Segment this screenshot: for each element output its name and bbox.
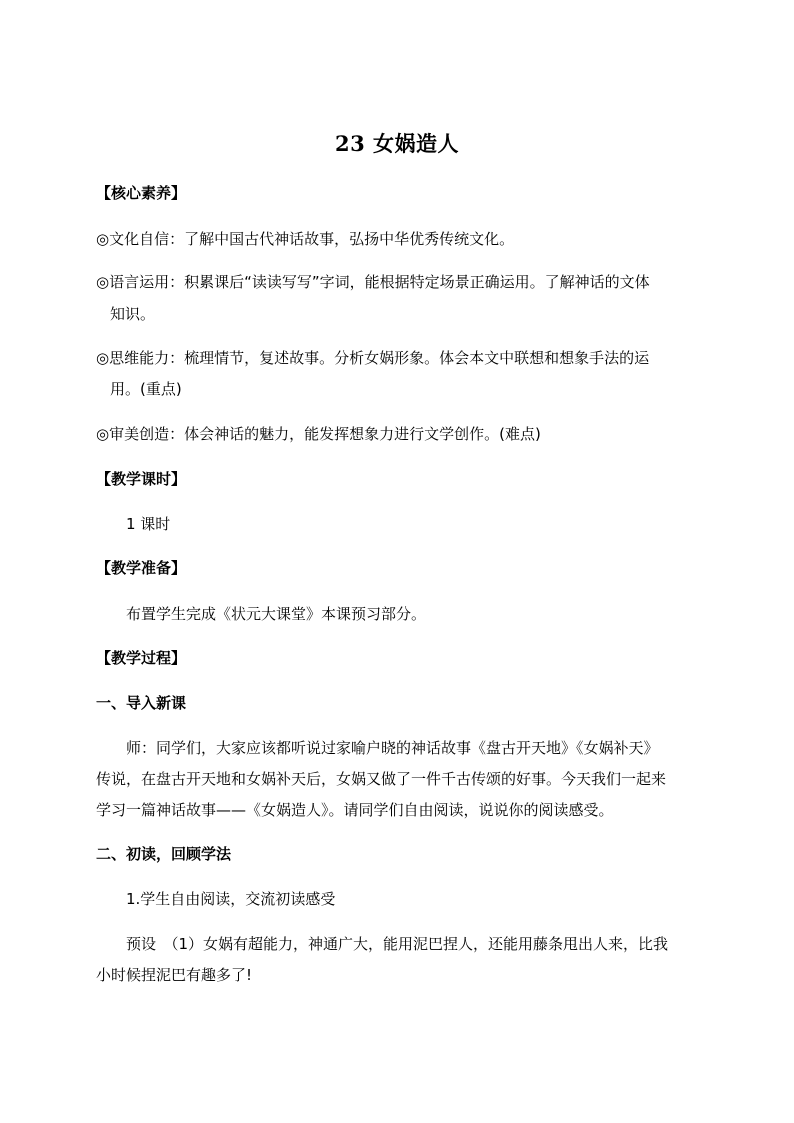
heading-core-literacy: 【核心素养】 [96,184,187,202]
intro-paragraph-line3: 学习一篇神话故事——《女娲造人》。请同学们自由阅读，说说你的阅读感受。 [96,801,614,819]
literacy-item-thinking-cont: 用。(重点) [110,380,182,398]
preparation-text: 布置学生完成《状元大课堂》本课预习部分。 [126,605,427,623]
heading-part1-intro: 一、导入新课 [96,694,187,712]
intro-paragraph-line2: 传说，在盘古开天地和女娲补天后，女娲又做了一件千古传颂的好事。今天我们一起来 [96,770,667,788]
intro-paragraph-line1: 师：同学们，大家应该都听说过家喻户晓的神话故事《盘古开天地》《女娲补天》 [126,739,659,757]
heading-process: 【教学过程】 [96,649,187,667]
heading-class-hours: 【教学课时】 [96,470,187,488]
literacy-item-thinking: ◎思维能力：梳理情节，复述故事。分析女娲形象。体会本文中联想和想象手法的运 [96,349,650,367]
literacy-item-aesthetic: ◎审美创造：体会神话的魅力，能发挥想象力进行文学创作。(难点) [96,425,541,443]
page-title: 23 女娲造人 [334,131,460,156]
heading-part2-first-reading: 二、初读，回顾学法 [96,845,232,863]
literacy-item-language: ◎语言运用：积累课后“读读写写”字词，能根据特定场景正确运用。了解神话的文体 [96,273,650,291]
class-hours-text: 1 课时 [126,515,171,533]
step1-text: 1.学生自由阅读，交流初读感受 [126,890,336,908]
preset-line1: 预设 （1）女娲有超能力，神通广大，能用泥巴捏人，还能用藤条甩出人来，比我 [126,935,669,953]
literacy-item-culture: ◎文化自信：了解中国古代神话故事，弘扬中华优秀传统文化。 [96,230,515,248]
literacy-item-language-cont: 知识。 [110,305,156,323]
heading-preparation: 【教学准备】 [96,559,187,577]
preset-line2: 小时候捏泥巴有趣多了! [96,966,253,984]
